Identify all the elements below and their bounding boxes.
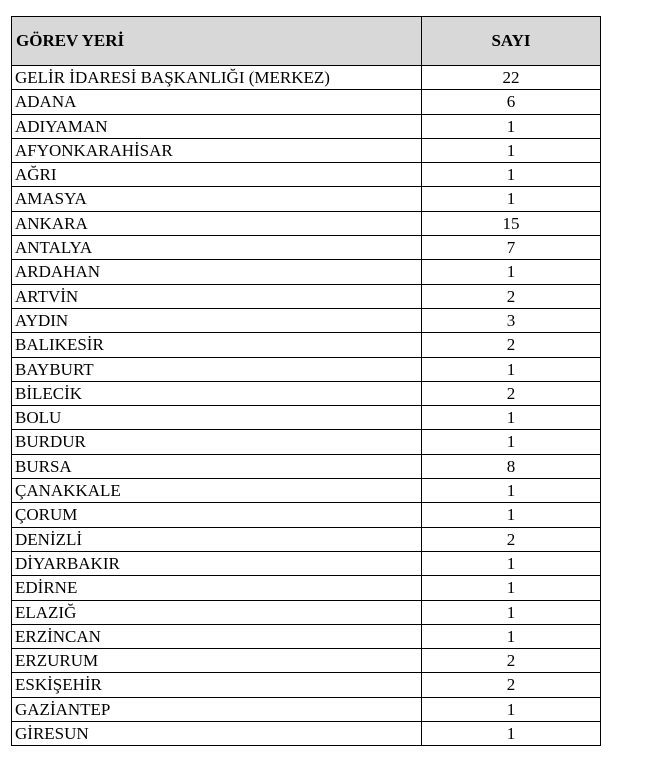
cell-count: 1	[422, 163, 601, 187]
table-body	[12, 66, 601, 746]
cell-place: ADANA	[12, 90, 422, 114]
cell-count: 1	[422, 114, 601, 138]
assignment-table	[11, 16, 601, 746]
cell-count: 1	[422, 479, 601, 503]
cell-count: 2	[422, 673, 601, 697]
cell-place: ANKARA	[12, 211, 422, 235]
table-row	[12, 527, 601, 551]
assignment-table-container	[11, 16, 601, 746]
table-row	[12, 66, 601, 90]
cell-count: 1	[422, 722, 601, 746]
table-row	[12, 90, 601, 114]
cell-place: DENİZLİ	[12, 527, 422, 551]
cell-place: AFYONKARAHİSAR	[12, 138, 422, 162]
table-row	[12, 138, 601, 162]
cell-count: 1	[422, 357, 601, 381]
cell-count: 1	[422, 576, 601, 600]
cell-count: 2	[422, 333, 601, 357]
cell-place: ARTVİN	[12, 284, 422, 308]
table-row	[12, 357, 601, 381]
cell-place: AĞRI	[12, 163, 422, 187]
table-row	[12, 649, 601, 673]
cell-count: 3	[422, 308, 601, 332]
table-row	[12, 284, 601, 308]
cell-count: 6	[422, 90, 601, 114]
cell-count: 1	[422, 406, 601, 430]
table-row	[12, 479, 601, 503]
cell-count: 1	[422, 697, 601, 721]
table-row	[12, 673, 601, 697]
cell-count: 8	[422, 454, 601, 478]
header-row	[12, 17, 601, 66]
cell-place: ÇORUM	[12, 503, 422, 527]
cell-place: BURSA	[12, 454, 422, 478]
cell-place: ADIYAMAN	[12, 114, 422, 138]
cell-place: BALIKESİR	[12, 333, 422, 357]
cell-count: 1	[422, 551, 601, 575]
cell-place: ELAZIĞ	[12, 600, 422, 624]
table-row	[12, 187, 601, 211]
table-row	[12, 236, 601, 260]
table-row	[12, 697, 601, 721]
cell-count: 2	[422, 381, 601, 405]
table-row	[12, 551, 601, 575]
table-row	[12, 406, 601, 430]
table-row	[12, 114, 601, 138]
cell-place: BAYBURT	[12, 357, 422, 381]
cell-count: 2	[422, 649, 601, 673]
cell-count: 1	[422, 260, 601, 284]
table-header	[12, 17, 601, 66]
table-row	[12, 211, 601, 235]
cell-place: AMASYA	[12, 187, 422, 211]
cell-count: 7	[422, 236, 601, 260]
cell-count: 15	[422, 211, 601, 235]
cell-place: GİRESUN	[12, 722, 422, 746]
cell-count: 1	[422, 600, 601, 624]
table-row	[12, 163, 601, 187]
cell-count: 1	[422, 503, 601, 527]
header-count: SAYI	[422, 17, 601, 66]
header-place: GÖREV YERİ	[12, 17, 422, 66]
cell-place: ERZİNCAN	[12, 624, 422, 648]
cell-place: ANTALYA	[12, 236, 422, 260]
table-row	[12, 722, 601, 746]
table-row	[12, 454, 601, 478]
table-row	[12, 381, 601, 405]
table-row	[12, 600, 601, 624]
table-row	[12, 333, 601, 357]
cell-place: EDİRNE	[12, 576, 422, 600]
cell-place: BİLECİK	[12, 381, 422, 405]
cell-place: BOLU	[12, 406, 422, 430]
cell-place: GAZİANTEP	[12, 697, 422, 721]
table-row	[12, 624, 601, 648]
cell-count: 1	[422, 430, 601, 454]
table-row	[12, 308, 601, 332]
cell-place: AYDIN	[12, 308, 422, 332]
cell-count: 2	[422, 527, 601, 551]
cell-place: DİYARBAKIR	[12, 551, 422, 575]
table-row	[12, 260, 601, 284]
table-row	[12, 430, 601, 454]
cell-count: 1	[422, 624, 601, 648]
cell-count: 1	[422, 187, 601, 211]
cell-place: ERZURUM	[12, 649, 422, 673]
cell-place: ESKİŞEHİR	[12, 673, 422, 697]
cell-count: 1	[422, 138, 601, 162]
cell-count: 2	[422, 284, 601, 308]
cell-place: GELİR İDARESİ BAŞKANLIĞI (MERKEZ)	[12, 66, 422, 90]
table-row	[12, 576, 601, 600]
cell-count: 22	[422, 66, 601, 90]
cell-place: ÇANAKKALE	[12, 479, 422, 503]
cell-place: BURDUR	[12, 430, 422, 454]
table-row	[12, 503, 601, 527]
cell-place: ARDAHAN	[12, 260, 422, 284]
